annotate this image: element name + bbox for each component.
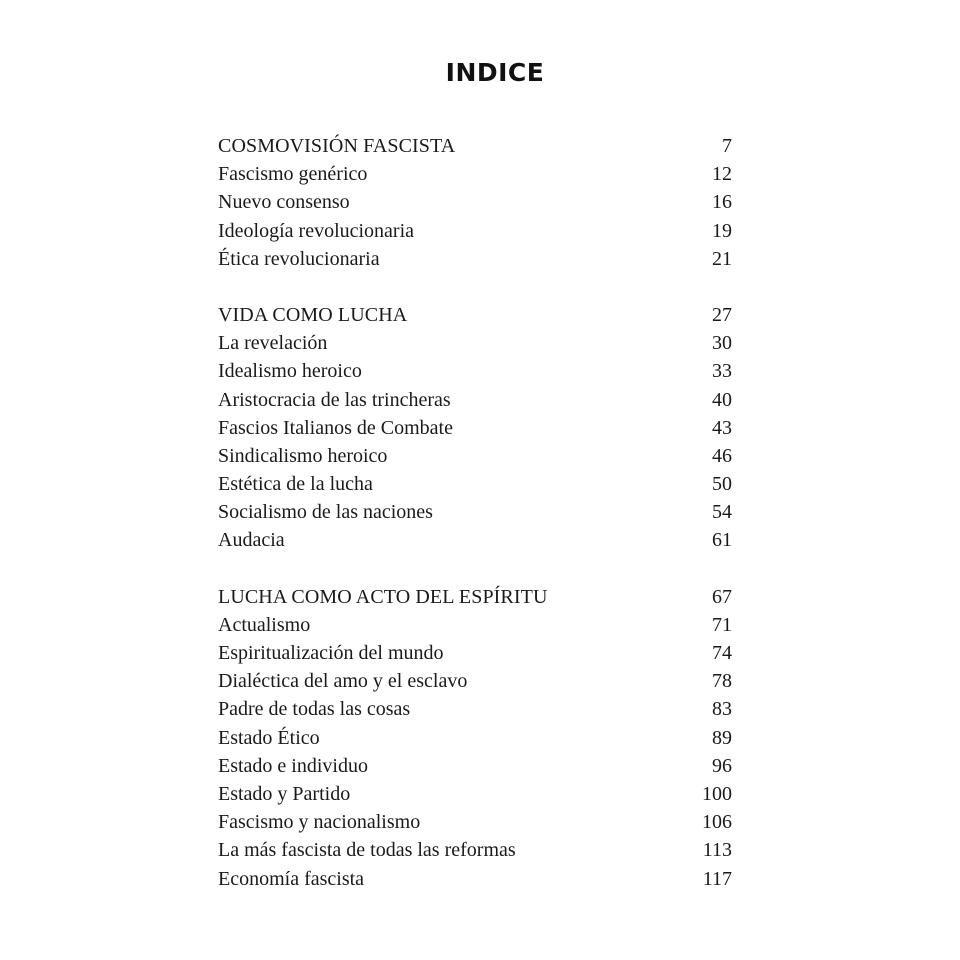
page-number: 21: [712, 247, 732, 270]
toc-section: [218, 583, 732, 893]
toc-entry: [218, 245, 732, 273]
page-number: 30: [712, 332, 732, 355]
toc-entry: [218, 498, 732, 526]
page-number: 67: [712, 585, 732, 608]
entry-label: Idealismo heroico: [218, 360, 362, 383]
page-number: 100: [702, 782, 732, 805]
page-number: 71: [712, 613, 732, 636]
page-number: 54: [712, 501, 732, 524]
page-number: 96: [712, 754, 732, 777]
entry-label: Fascios Italianos de Combate: [218, 416, 453, 439]
toc-entry: [218, 611, 732, 639]
page-number: 33: [712, 360, 732, 383]
entry-label: Audacia: [218, 529, 285, 552]
entry-label: Estado Ético: [218, 726, 320, 749]
entry-label: Socialismo de las naciones: [218, 501, 433, 524]
toc-entry: [218, 780, 732, 808]
entry-label: Fascismo genérico: [218, 163, 368, 186]
toc-entry: [218, 442, 732, 470]
toc-entry: [218, 526, 732, 554]
toc-entry: [218, 639, 732, 667]
toc-entry: [218, 414, 732, 442]
section-heading-label: COSMOVISIÓN FASCISTA: [218, 135, 456, 157]
page-number: 16: [712, 191, 732, 214]
page-number: 89: [712, 726, 732, 749]
toc-entry: [218, 329, 732, 357]
page-number: 40: [712, 388, 732, 411]
page-number: 78: [712, 670, 732, 693]
toc-entry: [218, 217, 732, 245]
entry-label: Padre de todas las cosas: [218, 698, 411, 721]
entry-label: Economía fascista: [218, 867, 365, 890]
toc-entry: [218, 667, 732, 695]
entry-label: Estado y Partido: [218, 782, 351, 805]
entry-label: Actualismo: [218, 613, 311, 636]
toc-section-heading: [218, 301, 732, 329]
entry-label: La revelación: [218, 332, 328, 355]
page-number: 113: [702, 839, 732, 862]
page-number: 46: [712, 444, 732, 467]
section-heading-label: VIDA COMO LUCHA: [218, 303, 408, 326]
page-number: 106: [702, 811, 732, 834]
page-number: 27: [712, 303, 732, 326]
entry-label: La más fascista de todas las reformas: [218, 839, 516, 862]
table-of-contents: [218, 132, 732, 921]
entry-label: Espiritualización del mundo: [218, 642, 444, 664]
toc-entry: [218, 865, 732, 893]
entry-label: Ideología revolucionaria: [218, 219, 415, 242]
toc-entry: [218, 836, 732, 864]
page-number: 19: [712, 219, 732, 242]
toc-entry: [218, 357, 732, 385]
entry-label: Nuevo consenso: [218, 191, 350, 214]
toc-section: [218, 132, 732, 273]
entry-label: Fascismo y nacionalismo: [218, 811, 421, 834]
toc-entry: [218, 470, 732, 498]
toc-section-heading: [218, 132, 732, 160]
toc-entry: [218, 808, 732, 836]
entry-label: Sindicalismo heroico: [218, 444, 388, 467]
toc-entry: [218, 160, 732, 188]
toc-entry: [218, 188, 732, 216]
toc-entry: [218, 724, 732, 752]
toc-entry: [218, 752, 732, 780]
toc-section-heading: [218, 583, 732, 611]
page-number: 74: [712, 642, 732, 664]
toc-entry: [218, 695, 732, 723]
page-number: 50: [712, 473, 732, 496]
page-number: 61: [712, 529, 732, 552]
page-number: 12: [712, 163, 732, 186]
entry-label: Estado e individuo: [218, 754, 368, 777]
entry-label: Estética de la lucha: [218, 473, 373, 496]
page-number: 83: [712, 698, 732, 721]
page-title: INDICE: [445, 58, 545, 87]
section-heading-label: LUCHA COMO ACTO DEL ESPÍRITU: [218, 585, 548, 608]
toc-entry: [218, 386, 732, 414]
page-number: 43: [712, 416, 732, 439]
toc-section: [218, 301, 732, 555]
page-number: 7: [722, 135, 732, 157]
page-number: 117: [702, 867, 732, 890]
entry-label: Dialéctica del amo y el esclavo: [218, 670, 468, 693]
entry-label: Ética revolucionaria: [218, 247, 380, 270]
entry-label: Aristocracia de las trincheras: [218, 388, 451, 411]
